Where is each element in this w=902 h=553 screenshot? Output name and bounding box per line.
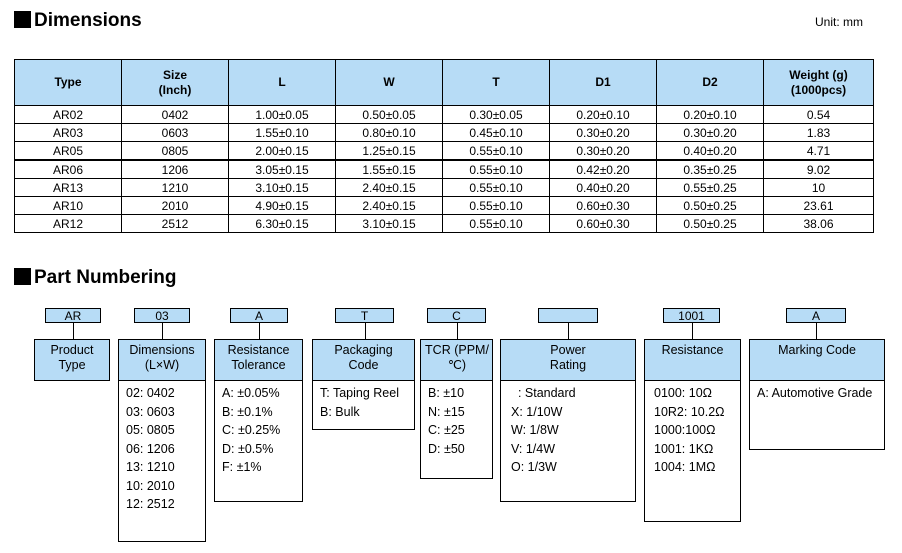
option-item: 05: 0805 — [126, 423, 175, 437]
field-header-resistance-tolerance — [214, 339, 303, 381]
connector-line — [73, 323, 74, 339]
table-cell: 0.80±0.10 — [336, 124, 443, 142]
option-item: 10: 2010 — [126, 478, 175, 493]
option-item: 02: 0402 — [126, 386, 175, 400]
option-item: 10R2: 10.2Ω — [654, 404, 725, 419]
field-title: Resistance Tolerance — [227, 343, 290, 372]
table-cell: 6.30±0.15 — [229, 215, 336, 233]
table-cell: 0.30±0.20 — [550, 142, 657, 161]
table-cell: 0.55±0.10 — [443, 160, 550, 179]
table-cell: 38.06 — [764, 215, 874, 233]
table-cell: 2512 — [122, 215, 229, 233]
option-item: 1000:100Ω — [654, 423, 716, 437]
table-cell: 0.60±0.30 — [550, 215, 657, 233]
table-cell: 0.55±0.10 — [443, 197, 550, 215]
table-cell: 3.10±0.15 — [229, 179, 336, 197]
option-item: B: ±0.1% — [222, 404, 273, 419]
option-item: C: ±0.25% — [222, 423, 281, 437]
code-box-product-type: AR — [45, 308, 101, 323]
table-cell: 1.55±0.10 — [229, 124, 336, 142]
options-box-resistance-tolerance — [214, 381, 303, 502]
table-cell: 9.02 — [764, 160, 874, 179]
connector-line — [365, 323, 366, 339]
table-cell: 0.54 — [764, 106, 874, 124]
table-cell: 0.45±0.10 — [443, 124, 550, 142]
option-item: A: ±0.05% — [222, 386, 280, 400]
table-cell: 0.30±0.20 — [657, 124, 764, 142]
table-cell: 0.20±0.10 — [550, 106, 657, 124]
table-cell: 0.30±0.05 — [443, 106, 550, 124]
table-cell: 1.00±0.05 — [229, 106, 336, 124]
dimensions-table — [14, 59, 874, 233]
option-item: W: 1/8W — [511, 423, 559, 437]
options-box-tcr-ppm — [420, 381, 493, 479]
table-cell: 0.40±0.20 — [657, 142, 764, 161]
table-row — [15, 106, 874, 124]
option-item: A: Automotive Grade — [757, 386, 873, 400]
code-box-dimensions-l-w: 03 — [134, 308, 190, 323]
table-cell: 0.50±0.25 — [657, 197, 764, 215]
unit-label: Unit: mm — [815, 15, 863, 29]
options-box-dimensions-l-w — [118, 381, 206, 542]
table-cell: AR05 — [15, 142, 122, 161]
field-header-product-type — [34, 339, 110, 381]
option-item: : Standard — [511, 386, 576, 400]
option-item: 0100: 10Ω — [654, 386, 713, 400]
dimensions-table-body — [15, 106, 874, 233]
field-title: Packaging Code — [334, 343, 393, 372]
code-box-packaging-code: T — [335, 308, 394, 323]
table-cell: 4.90±0.15 — [229, 197, 336, 215]
field-title: Marking Code — [778, 343, 856, 357]
field-header-power-rating — [500, 339, 636, 381]
option-item: O: 1/3W — [511, 460, 557, 474]
col-header-l: L — [229, 60, 336, 106]
field-header-resistance — [644, 339, 741, 381]
col-header-weight-label: Weight (g) (1000pcs) — [789, 67, 848, 97]
option-item: 13: 1210 — [126, 460, 175, 474]
table-row — [15, 197, 874, 215]
field-title: TCR (PPM/℃) — [425, 343, 489, 372]
field-title: Product Type — [50, 343, 94, 372]
table-cell: 0.55±0.25 — [657, 179, 764, 197]
table-cell: 0.30±0.20 — [550, 124, 657, 142]
option-item: D: ±50 — [428, 441, 465, 456]
options-box-packaging-code — [312, 381, 415, 430]
table-cell: 2.40±0.15 — [336, 197, 443, 215]
connector-line — [568, 323, 569, 339]
table-cell: 0.42±0.20 — [550, 160, 657, 179]
option-item: 03: 0603 — [126, 404, 175, 419]
table-cell: 2.00±0.15 — [229, 142, 336, 161]
options-box-resistance — [644, 381, 741, 522]
option-item: 06: 1206 — [126, 441, 175, 456]
connector-line — [816, 323, 817, 339]
table-cell: AR13 — [15, 179, 122, 197]
part-numbering-heading — [14, 267, 177, 289]
table-cell: 0805 — [122, 142, 229, 161]
table-cell: 0.50±0.05 — [336, 106, 443, 124]
table-cell: 0.55±0.10 — [443, 215, 550, 233]
table-cell: 0402 — [122, 106, 229, 124]
table-cell: 2.40±0.15 — [336, 179, 443, 197]
option-item: F: ±1% — [222, 460, 262, 474]
col-header-weight — [764, 60, 874, 106]
table-row — [15, 215, 874, 233]
table-cell: 2010 — [122, 197, 229, 215]
table-cell: 0.60±0.30 — [550, 197, 657, 215]
option-item: 1004: 1MΩ — [654, 460, 716, 474]
table-cell: 1206 — [122, 160, 229, 179]
table-cell: 4.71 — [764, 142, 874, 161]
table-cell: 0.50±0.25 — [657, 215, 764, 233]
table-row — [15, 142, 874, 161]
connector-line — [162, 323, 163, 339]
field-header-dimensions-l-w — [118, 339, 206, 381]
option-item: C: ±25 — [428, 423, 465, 437]
col-header-size — [122, 60, 229, 106]
table-row — [15, 160, 874, 179]
options-box-power-rating — [500, 381, 636, 502]
connector-line — [692, 323, 693, 339]
field-title: Dimensions (L×W) — [129, 343, 195, 372]
table-cell: 0.55±0.10 — [443, 142, 550, 161]
option-item: X: 1/10W — [511, 404, 563, 419]
option-item: B: ±10 — [428, 386, 465, 400]
options-box-marking-code — [749, 381, 885, 450]
option-item: N: ±15 — [428, 404, 465, 419]
square-bullet-icon — [14, 268, 31, 285]
table-cell: 0.35±0.25 — [657, 160, 764, 179]
dimensions-title: Dimensions — [34, 10, 142, 31]
table-cell: 1.25±0.15 — [336, 142, 443, 161]
table-cell: 1.83 — [764, 124, 874, 142]
table-cell: AR06 — [15, 160, 122, 179]
table-cell: 1210 — [122, 179, 229, 197]
square-bullet-icon — [14, 11, 31, 28]
col-header-d2: D2 — [657, 60, 764, 106]
code-box-marking-code: A — [786, 308, 846, 323]
option-item: D: ±0.5% — [222, 441, 274, 456]
option-item: V: 1/4W — [511, 441, 555, 456]
code-box-resistance: 1001 — [663, 308, 720, 323]
table-header-row — [15, 60, 874, 106]
table-cell: 0.20±0.10 — [657, 106, 764, 124]
table-cell: 3.05±0.15 — [229, 160, 336, 179]
table-row — [15, 124, 874, 142]
connector-line — [259, 323, 260, 339]
table-cell: 3.10±0.15 — [336, 215, 443, 233]
option-item: 1001: 1KΩ — [654, 441, 714, 456]
field-header-packaging-code — [312, 339, 415, 381]
col-header-d1: D1 — [550, 60, 657, 106]
table-cell: 0.40±0.20 — [550, 179, 657, 197]
table-cell: 1.55±0.15 — [336, 160, 443, 179]
table-cell: 10 — [764, 179, 874, 197]
option-item: B: Bulk — [320, 404, 360, 419]
connector-line — [457, 323, 458, 339]
code-box-resistance-tolerance: A — [230, 308, 288, 323]
field-header-tcr-ppm — [420, 339, 493, 381]
col-header-type: Type — [15, 60, 122, 106]
field-title: Resistance — [661, 343, 724, 357]
table-cell: AR03 — [15, 124, 122, 142]
table-cell: AR12 — [15, 215, 122, 233]
dimensions-heading — [14, 10, 142, 32]
code-box-tcr-ppm: C — [427, 308, 486, 323]
table-cell: AR02 — [15, 106, 122, 124]
table-cell: AR10 — [15, 197, 122, 215]
table-row — [15, 179, 874, 197]
code-box-power-rating — [538, 308, 598, 323]
col-header-t: T — [443, 60, 550, 106]
field-header-marking-code — [749, 339, 885, 381]
table-cell: 0.55±0.10 — [443, 179, 550, 197]
part-numbering-title: Part Numbering — [34, 267, 177, 288]
table-cell: 0603 — [122, 124, 229, 142]
option-item: T: Taping Reel — [320, 386, 399, 400]
col-header-w: W — [336, 60, 443, 106]
field-title: Power Rating — [549, 343, 587, 372]
col-header-size-label: Size (Inch) — [158, 67, 192, 97]
table-cell: 23.61 — [764, 197, 874, 215]
option-item: 12: 2512 — [126, 497, 175, 511]
